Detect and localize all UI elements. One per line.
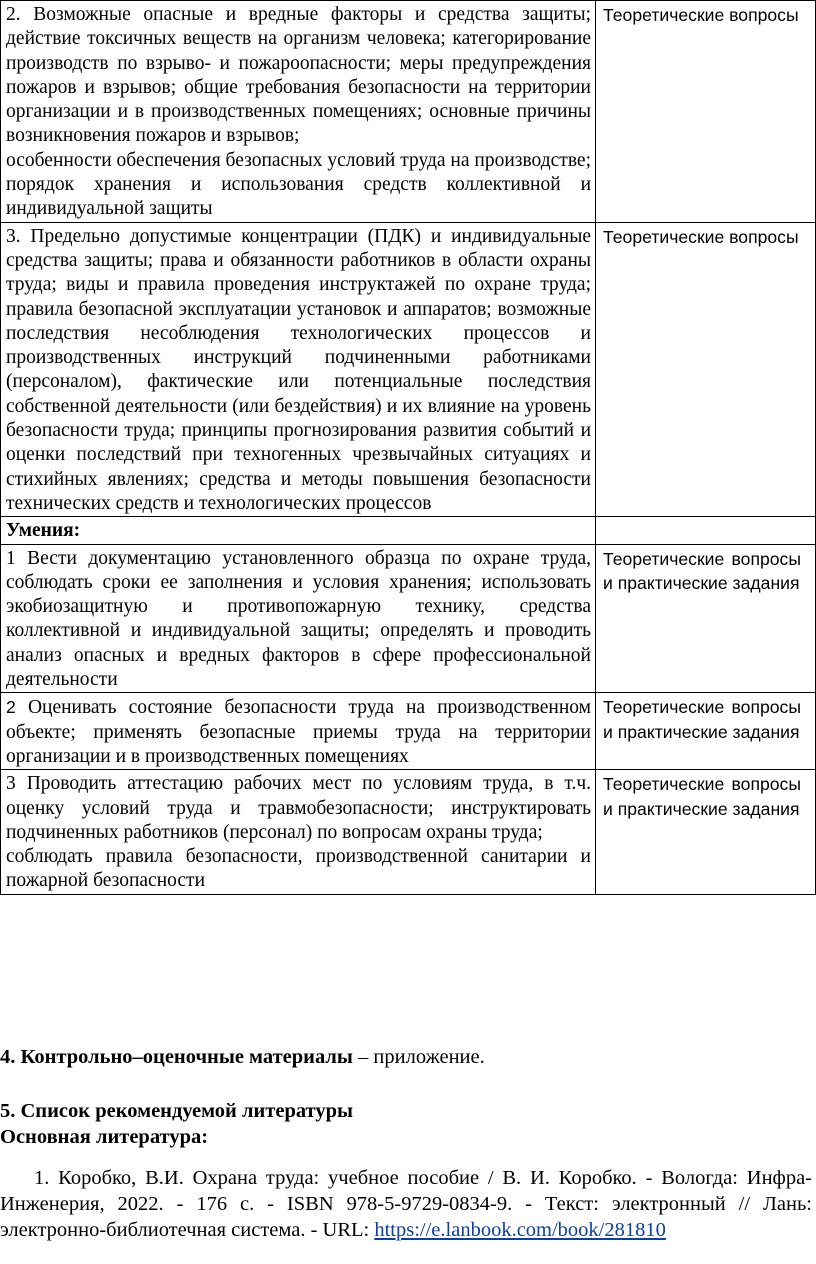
section-5-title: 5. Список рекомендуемой литературы bbox=[0, 1100, 354, 1122]
table-cell-content bbox=[1, 544, 596, 693]
table-cell-empty bbox=[596, 517, 816, 544]
table-cell-content bbox=[1, 770, 596, 894]
table-row bbox=[1, 770, 816, 894]
table-cell-type: Теоретические вопросы bbox=[596, 1, 816, 223]
row-text: Проводить аттестацию рабочих мест по условиям труда, в т.ч. оценку условий труда и травмобезопасности; инструктировать подчиненных работников (персонал) по вопросам охраны труда; bbox=[6, 773, 591, 843]
row-number: 1 bbox=[6, 547, 16, 569]
row-number: 3 bbox=[6, 773, 16, 795]
cell-paragraph: 2. Возможные опасные и вредные факторы и средства защиты; действие токсичных веществ на организм человека; категорирование производств по взрыво- и пожароопасности; меры предупреждения пожаров и взрывов; общие требования безопасности на территории организации и в производственных помещениях; основные причины возникновения пожаров и взрывов; bbox=[6, 4, 591, 147]
row-text: Вести документацию установленного образца по охране труда, соблюдать сроки ее заполнения и условия хранения; использовать экобиозащитную и противопожарную технику, средства коллективной и индивидуальной защиты; определять и проводить анализ опасных и вредных факторов в сфере профессиональной деятельности bbox=[6, 547, 592, 691]
reference-item bbox=[0, 1166, 812, 1243]
skills-header: Умения: bbox=[1, 517, 596, 544]
section-4-rest: – приложение. bbox=[352, 1046, 485, 1068]
row-number: 2 bbox=[6, 697, 16, 718]
reference-link[interactable]: https://e.lanbook.com/book/281810 bbox=[374, 1218, 666, 1241]
table-row-skills-header bbox=[1, 517, 816, 544]
cell-paragraph: соблюдать правила безопасности, производственной санитарии и пожарной безопасности bbox=[6, 846, 591, 892]
table-cell-content bbox=[1, 1, 596, 223]
table-cell-type: Теоретические вопросы и практические задания bbox=[596, 693, 816, 770]
table-cell-type: Теоретические вопросы и практические задания bbox=[596, 770, 816, 894]
table-cell-content bbox=[1, 693, 596, 770]
row-text: Оценивать состояние безопасности труда на производственном объекте; применять безопасные приемы труда на территории организации и в производственных помещениях bbox=[6, 697, 591, 767]
table-row bbox=[1, 693, 816, 770]
section-5-subtitle: Основная литература: bbox=[0, 1126, 209, 1148]
cell-paragraph: особенности обеспечения безопасных условий труда на производстве; bbox=[6, 149, 591, 171]
table-row bbox=[1, 222, 816, 517]
section-4-title: 4. Контрольно–оценочные материалы bbox=[0, 1046, 353, 1068]
cell-paragraph bbox=[6, 547, 591, 693]
section-4-heading bbox=[0, 1044, 816, 1070]
table-cell-content bbox=[1, 222, 596, 517]
table-cell-type: Теоретические вопросы и практические задания bbox=[596, 544, 816, 693]
cell-paragraph bbox=[6, 772, 591, 845]
reference-text: 1. Коробко, В.И. Охрана труда: учебное пособие / В. И. Коробко. - Вологда: Инфра-Инженерия, 2022. - 176 с. - ISBN 978-5-9729-0834-9. - Текст: электронный // Лань: электронно-библиотечная система. - URL: bbox=[0, 1167, 812, 1241]
table-row bbox=[1, 544, 816, 693]
cell-paragraph: 3. Предельно допустимые концентрации (ПДК) и индивидуальные средства защиты; права и обязанности работников в области охраны труда; виды и правила проведения инструктажей по охране труда; правила безопасной эксплуатации установок и аппаратов; возможные последствия несоблюдения технологических процессов и производственных инструкций подчиненными работниками (персоналом), фактические или потенциальные последствия собственной деятельности (или бездействия) и их влияние на уровень безопасности труда; принципы прогнозирования развития событий и оценки последствий при техногенных чрезвычайных ситуациях и стихийных явлениях; средства и методы повышения безопасности технических средств и технологических процессов bbox=[6, 225, 591, 514]
table-cell-type: Теоретические вопросы bbox=[596, 222, 816, 517]
cell-paragraph bbox=[6, 695, 591, 769]
table-row bbox=[1, 1, 816, 223]
cell-paragraph: порядок хранения и использования средств коллективной и индивидуальной защиты bbox=[6, 174, 591, 220]
